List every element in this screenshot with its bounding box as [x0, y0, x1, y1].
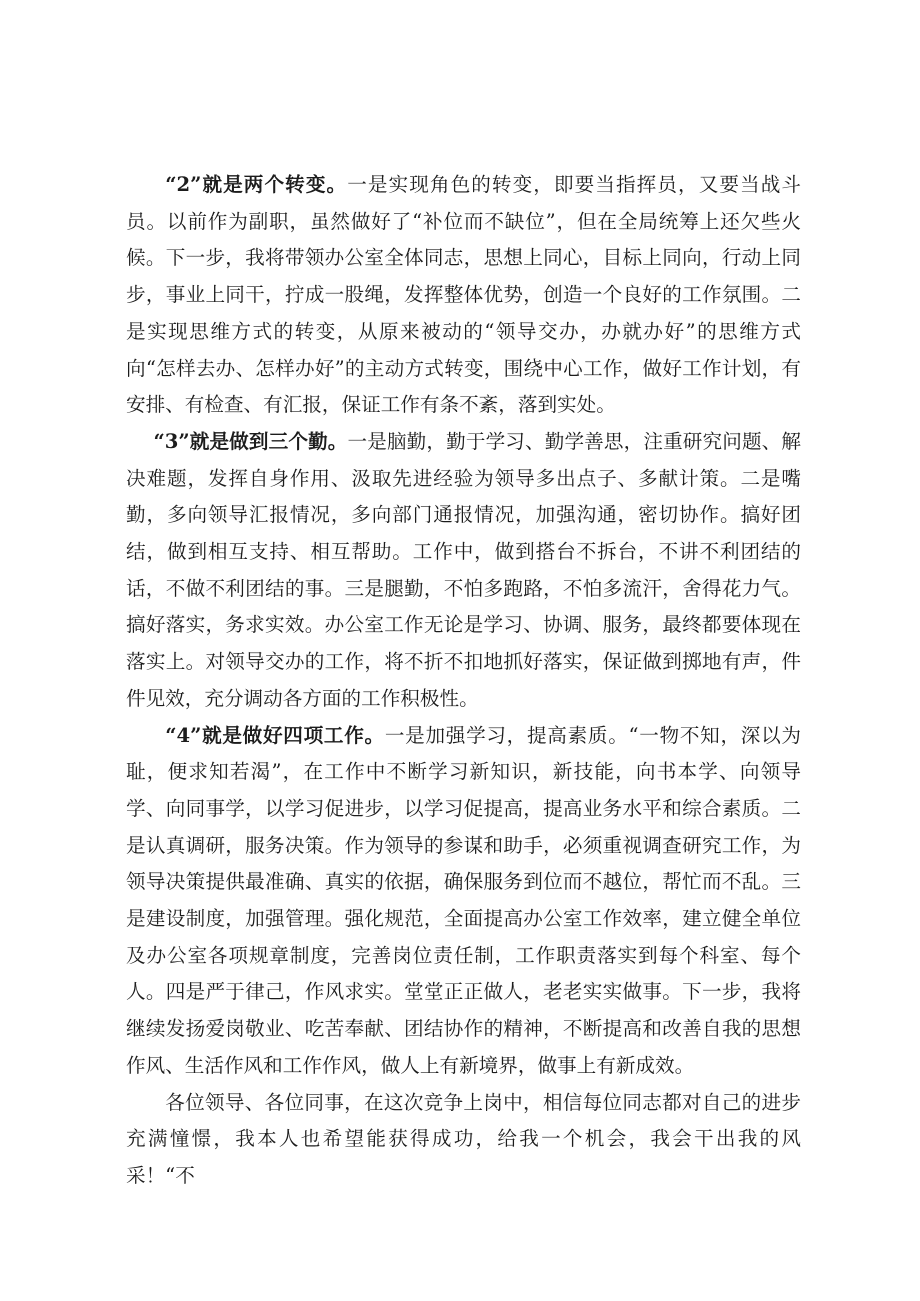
paragraph-text: 各位领导、各位同事，在这次竞争上岗中，相信每位同志都对自己的进步充满憧憬，我本人也希望能获得成功，给我一个机会，我会干出我的风采！“不 — [126, 1090, 801, 1187]
paragraph-two-transformations — [126, 167, 801, 424]
paragraph-closing — [126, 1085, 801, 1195]
paragraph-heading: “2”就是两个转变。 — [165, 173, 348, 196]
paragraph-heading: “4”就是做好四项工作。 — [165, 723, 385, 747]
paragraph-four-tasks — [126, 718, 801, 1085]
document-page — [126, 167, 801, 1195]
paragraph-text: 一是加强学习，提高素质。“一物不知，深以为耻，便求知若渴”，在工作中不断学习新知识，新技能，向书本学、向领导学、向同事学，以学习促进步，以学习促提高，提高业务水平和综合素质。二是认真调研，服务决策。作为领导的参谋和助手，必须重视调查研究工作，为领导决策提供最准确、真实的依据，确保服务到位而不越位，帮忙而不乱。三是建设制度，加强管理。强化规范，全面提高办公室工作效率，建立健全单位及办公室各项规章制度，完善岗位责任制，工作职责落实到每个科室、每个人。四是严于律己，作风求实。堂堂正正做人，老老实实做事。下一步，我将继续发扬爱岗敬业、吃苦奉献、团结协作的精神，不断提高和改善自我的思想作风、生活作风和工作作风，做人上有新境界，做事上有新成效。 — [126, 723, 801, 1077]
paragraph-text: 一是脑勤，勤于学习、勤学善思，注重研究问题、解决难题，发挥自身作用、汲取先进经验为领导多出点子、多献计策。二是嘴勤，多向领导汇报情况，多向部门通报情况，加强沟通，密切协作。搞好团结，做到相互支持、相互帮助。工作中，做到搭台不拆台，不讲不利团结的话，不做不利团结的事。三是腿勤，不怕多跑路，不怕多流汗，舍得花力气。搞好落实，务求实效。办公室工作无论是学习、协调、服务，最终都要体现在落实上。对领导交办的工作，将不折不扣地抓好落实，保证做到掷地有声，件件见效，充分调动各方面的工作积极性。 — [126, 429, 801, 710]
paragraph-three-diligences — [126, 424, 801, 718]
paragraph-heading: “3”就是做到三个勤。 — [153, 429, 348, 453]
paragraph-text: 一是实现角色的转变，即要当指挥员，又要当战斗员。以前作为副职，虽然做好了“补位而不缺位”，但在全局统筹上还欠些火候。下一步，我将带领办公室全体同志，思想上同心，目标上同向，行动上同步，事业上同干，拧成一股绳，发挥整体优势，创造一个良好的工作氛围。二是实现思维方式的转变，从原来被动的“领导交办，办就办好”的思维方式向“怎样去办、怎样办好”的主动方式转变，围绕中心工作，做好工作计划，有安排、有检查、有汇报，保证工作有条不紊，落到实处。 — [126, 173, 801, 417]
